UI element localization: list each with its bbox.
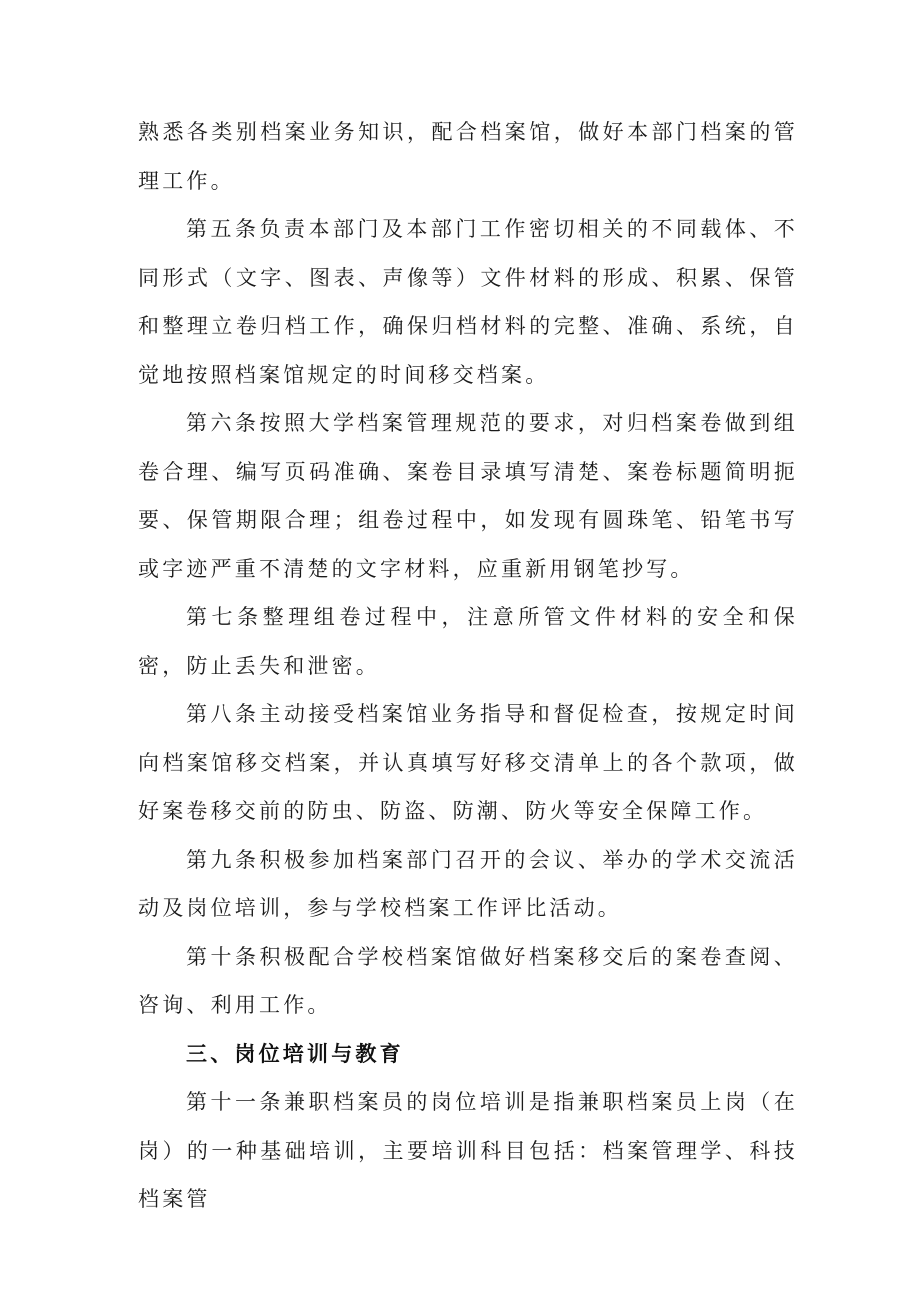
paragraph-article-11: 第十一条兼职档案员的岗位培训是指兼职档案员上岗（在岗）的一种基础培训，主要培训科目包括：档案管理学、科技档案管	[138, 1090, 798, 1211]
paragraph-article-6: 第六条按照大学档案管理规范的要求，对归档案卷做到组卷合理、编写页码准确、案卷目录填写清楚、案卷标题简明扼要、保管期限合理；组卷过程中，如发现有圆珠笔、铅笔书写或字迹严重不清楚的文字材料，应重新用钢笔抄写。	[138, 411, 798, 581]
paragraph-article-10: 第十条积极配合学校档案馆做好档案移交后的案卷查阅、咨询、利用工作。	[138, 944, 798, 1017]
paragraph-article-5: 第五条负责本部门及本部门工作密切相关的不同载体、不同形式（文字、图表、声像等）文件材料的形成、积累、保管和整理立卷归档工作，确保归档材料的完整、准确、系统，自觉地按照档案馆规定的时间移交档案。	[138, 217, 798, 387]
paragraph-continuation: 熟悉各类别档案业务知识，配合档案馆，做好本部门档案的管理工作。	[138, 120, 798, 193]
section-heading: 三、岗位培训与教育	[186, 1041, 404, 1066]
paragraph-article-8: 第八条主动接受档案馆业务指导和督促检查，按规定时间向档案馆移交档案，并认真填写好移交清单上的各个款项，做好案卷移交前的防虫、防盗、防潮、防火等安全保障工作。	[138, 702, 798, 823]
paragraph-article-7: 第七条整理组卷过程中，注意所管文件材料的安全和保密，防止丢失和泄密。	[138, 605, 798, 678]
paragraph-article-9: 第九条积极参加档案部门召开的会议、举办的学术交流活动及岗位培训，参与学校档案工作评比活动。	[138, 847, 798, 920]
document-body	[138, 108, 798, 1224]
